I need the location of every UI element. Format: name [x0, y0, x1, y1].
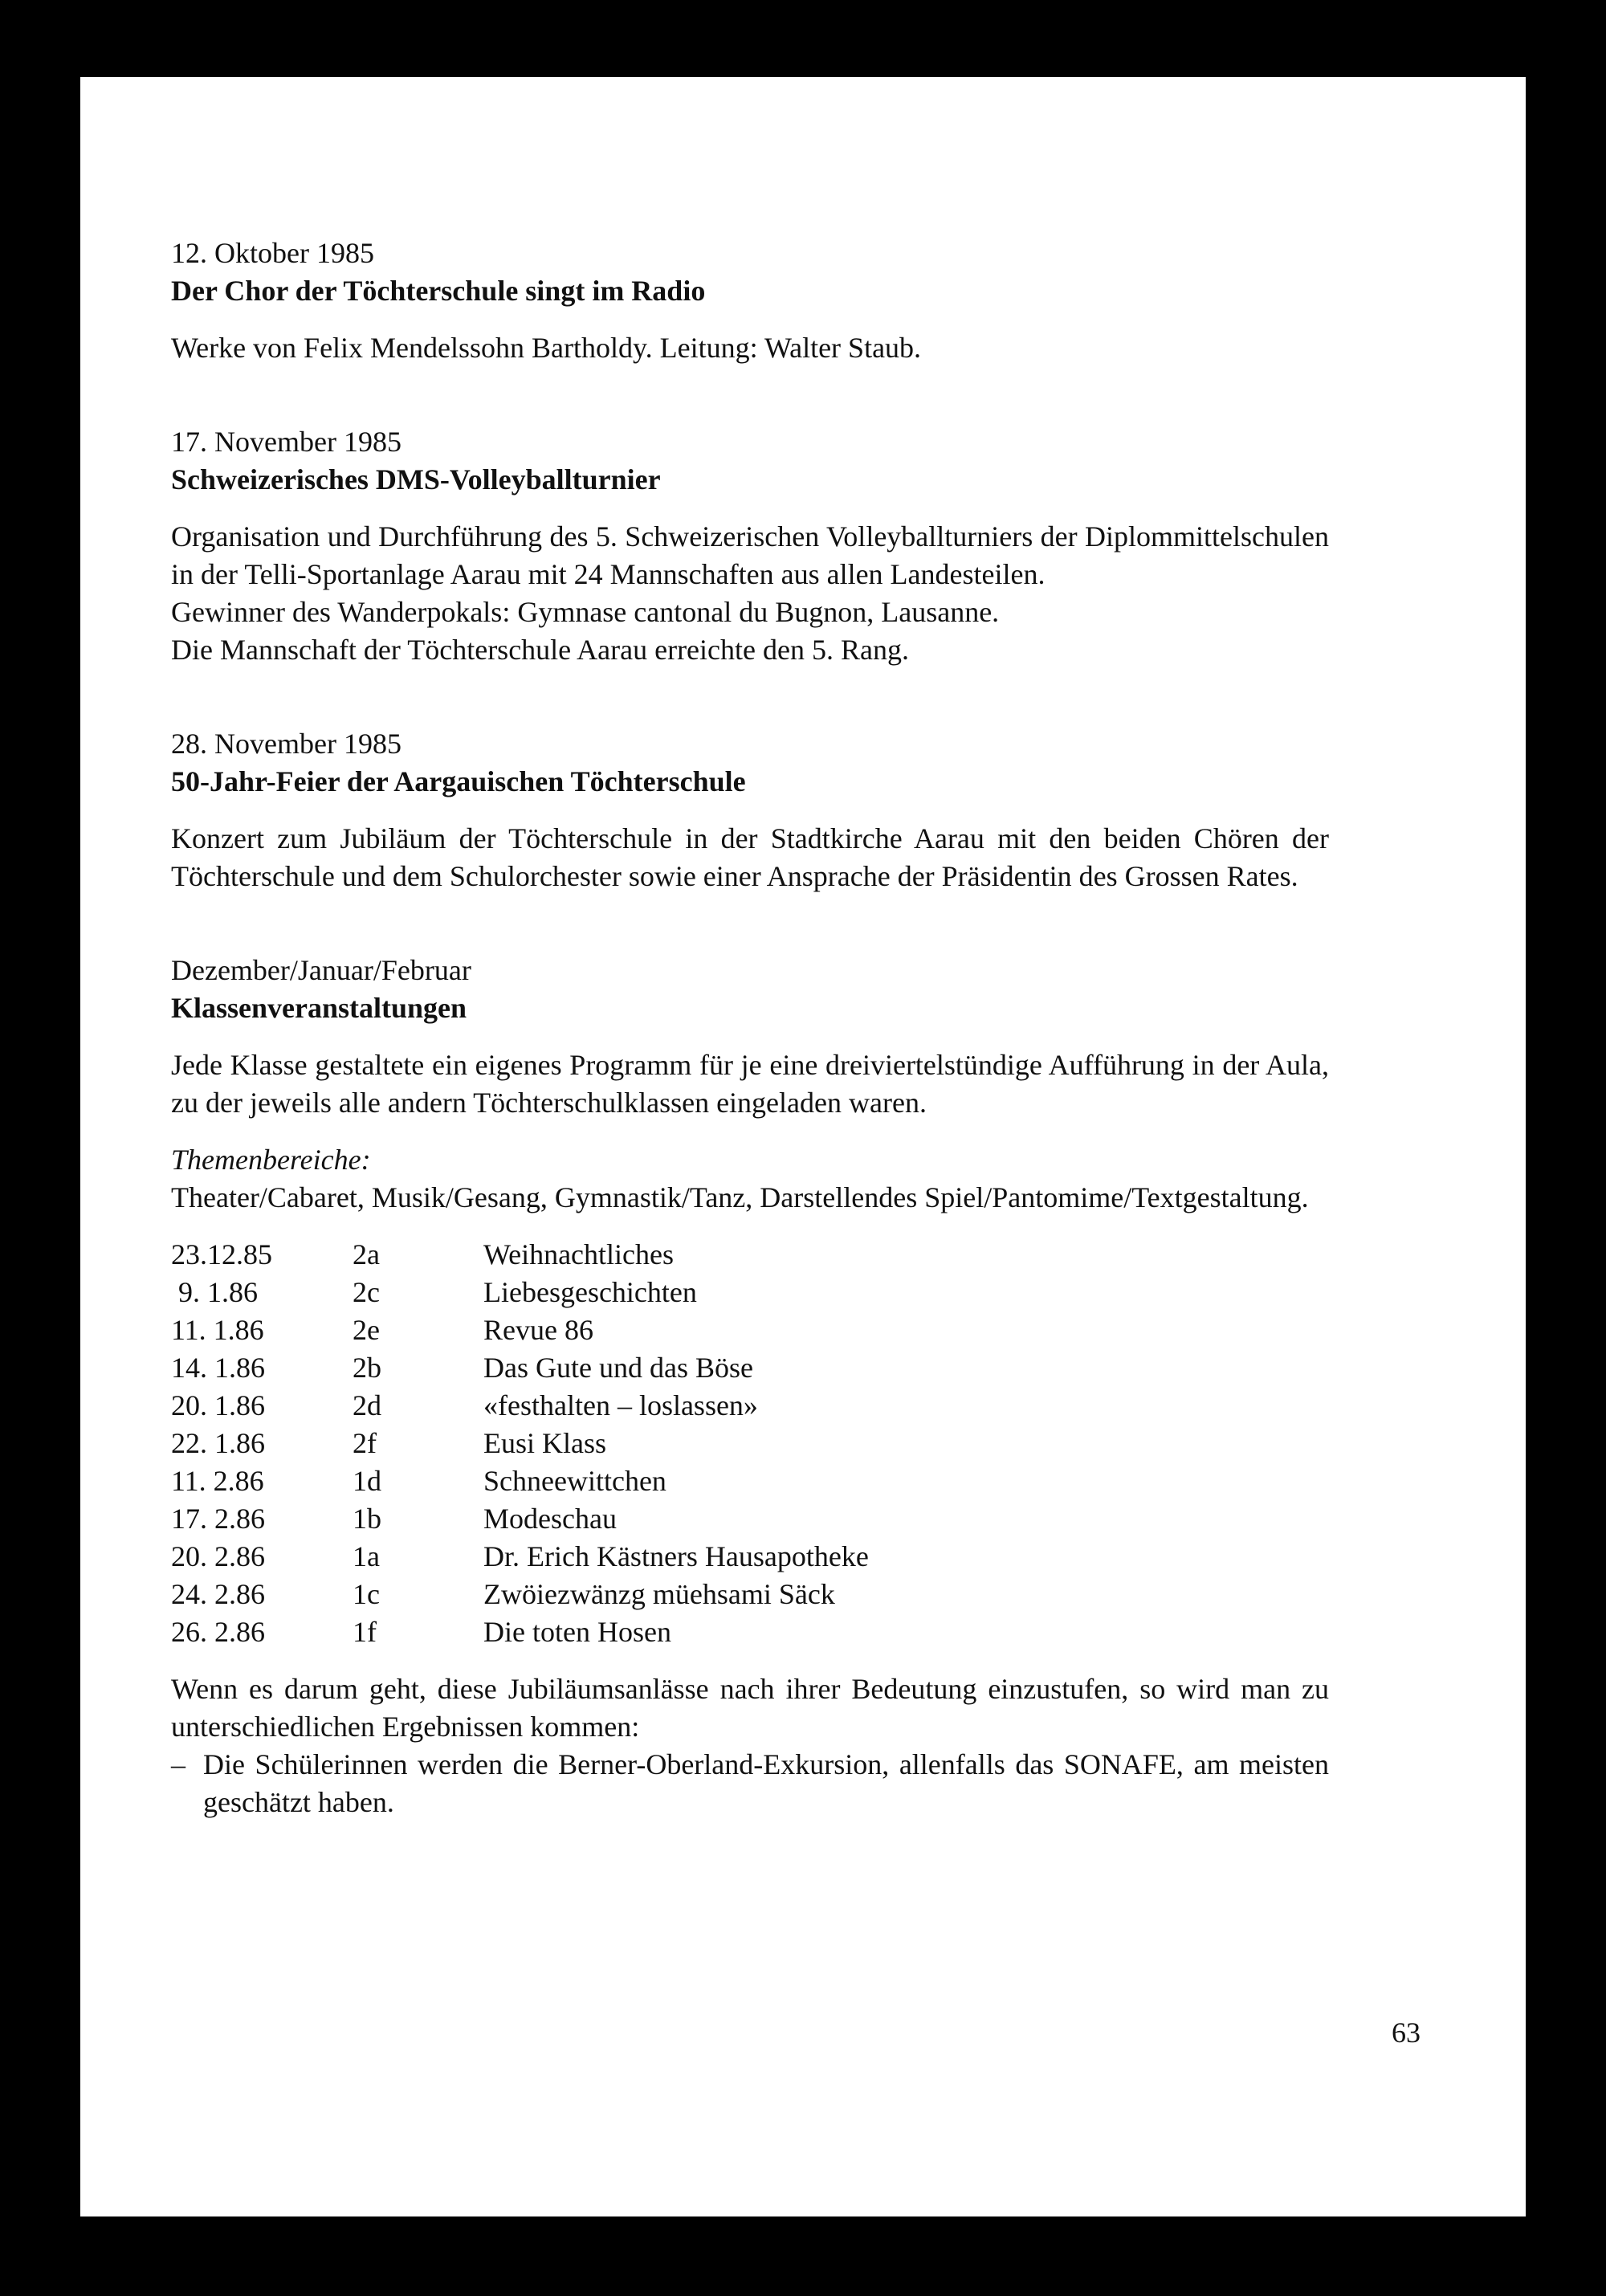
themes-block: [171, 1141, 1329, 1217]
section-class-events: [171, 952, 1329, 1122]
schedule-row: [171, 1462, 1329, 1500]
closing-intro: Wenn es darum geht, diese Jubiläumsanlässe nach ihrer Bedeutung einzustufen, so wird man zu unterschiedlichen Ergebnissen kommen:: [171, 1673, 1329, 1743]
section-paragraph: Gewinner des Wanderpokals: Gymnase cantonal du Bugnon, Lausanne.: [171, 596, 1000, 628]
page-number: 63: [1392, 2017, 1421, 2049]
section-anniversary: [171, 725, 1329, 895]
schedule-row: [171, 1349, 1329, 1387]
schedule-title: Zwöiezwänzg müehsami Säck: [483, 1578, 835, 1610]
schedule-title: «festhalten – loslassen»: [483, 1389, 758, 1421]
section-date: 12. Oktober 1985: [171, 237, 374, 269]
section-paragraph: Konzert zum Jubiläum der Töchterschule in der Stadtkirche Aarau mit den beiden Chören der Töchterschule und dem Schulorchester sowie einer Ansprache der Präsidentin des Grossen Rates.: [171, 822, 1329, 892]
section-paragraph: Werke von Felix Mendelssohn Bartholdy. Leitung: Walter Staub.: [171, 332, 922, 364]
schedule-title: Das Gute und das Böse: [483, 1352, 753, 1384]
schedule-date: 26. 2.86: [171, 1616, 265, 1648]
themes-label: Themenbereiche:: [171, 1144, 371, 1176]
schedule-date: 14. 1.86: [171, 1352, 265, 1384]
schedule-date: 20. 1.86: [171, 1389, 265, 1421]
schedule-class: 2f: [353, 1427, 377, 1459]
section-volleyball: [171, 423, 1329, 669]
schedule-class: 2b: [353, 1352, 381, 1384]
schedule-class: 1c: [353, 1578, 380, 1610]
schedule-date: 11. 2.86: [171, 1465, 264, 1497]
schedule-row: [171, 1613, 1329, 1651]
schedule-class: 2d: [353, 1389, 381, 1421]
bullet-text: Die Schülerinnen werden die Berner-Oberland-Exkursion, allenfalls das SONAFE, am meisten geschätzt haben.: [203, 1748, 1329, 1818]
schedule-class: 1f: [353, 1616, 377, 1648]
section-heading: Schweizerisches DMS-Volleyballturnier: [171, 463, 661, 495]
section-paragraph: Jede Klasse gestaltete ein eigenes Programm für je eine dreiviertelstündige Aufführung in der Aula, zu der jeweils alle andern Töchterschulklassen eingeladen waren.: [171, 1049, 1329, 1119]
themes-text: Theater/Cabaret, Musik/Gesang, Gymnastik/Tanz, Darstellendes Spiel/Pantomime/Textgestaltung.: [171, 1181, 1309, 1213]
section-radio: [171, 234, 1329, 367]
schedule-class: 1b: [353, 1503, 381, 1535]
schedule-title: Dr. Erich Kästners Hausapotheke: [483, 1540, 869, 1572]
section-date: 28. November 1985: [171, 728, 402, 760]
schedule-class: 1a: [353, 1540, 380, 1572]
schedule-title: Liebesgeschichten: [483, 1276, 697, 1308]
closing-bullet: [171, 1746, 1329, 1821]
section-date: Dezember/Januar/Februar: [171, 954, 471, 986]
section-paragraph: Die Mannschaft der Töchterschule Aarau erreichte den 5. Rang.: [171, 634, 909, 666]
schedule-table: [171, 1236, 1329, 1651]
schedule-title: Revue 86: [483, 1314, 593, 1346]
schedule-date: 9. 1.86: [171, 1276, 258, 1308]
section-date: 17. November 1985: [171, 426, 402, 458]
section-paragraph: Organisation und Durchführung des 5. Schweizerischen Volleyballturniers der Diplommittelschulen in der Telli-Sportanlage Aarau mit 24 Mannschaften aus allen Landesteilen.: [171, 520, 1329, 590]
schedule-row: [171, 1425, 1329, 1462]
schedule-class: 2e: [353, 1314, 380, 1346]
schedule-row: [171, 1274, 1329, 1311]
document-page: [80, 77, 1526, 2216]
schedule-date: 24. 2.86: [171, 1578, 265, 1610]
schedule-class: 2c: [353, 1276, 380, 1308]
bullet-dash: –: [171, 1748, 185, 1780]
schedule-row: [171, 1236, 1329, 1274]
schedule-title: Weihnachtliches: [483, 1238, 675, 1270]
schedule-title: Die toten Hosen: [483, 1616, 671, 1648]
schedule-date: 23.12.85: [171, 1238, 272, 1270]
section-heading: 50-Jahr-Feier der Aargauischen Töchterschule: [171, 765, 746, 797]
schedule-date: 20. 2.86: [171, 1540, 265, 1572]
schedule-title: Schneewittchen: [483, 1465, 666, 1497]
schedule-title: Eusi Klass: [483, 1427, 606, 1459]
page-content: [171, 234, 1329, 1821]
schedule-class: 2a: [353, 1238, 380, 1270]
closing-block: [171, 1670, 1329, 1821]
schedule-date: 22. 1.86: [171, 1427, 265, 1459]
schedule-class: 1d: [353, 1465, 381, 1497]
schedule-date: 17. 2.86: [171, 1503, 265, 1535]
schedule-row: [171, 1500, 1329, 1538]
section-heading: Der Chor der Töchterschule singt im Radio: [171, 275, 706, 307]
section-heading: Klassenveranstaltungen: [171, 992, 467, 1024]
schedule-row: [171, 1387, 1329, 1425]
schedule-date: 11. 1.86: [171, 1314, 264, 1346]
schedule-row: [171, 1538, 1329, 1576]
schedule-row: [171, 1311, 1329, 1349]
schedule-row: [171, 1576, 1329, 1613]
schedule-title: Modeschau: [483, 1503, 617, 1535]
